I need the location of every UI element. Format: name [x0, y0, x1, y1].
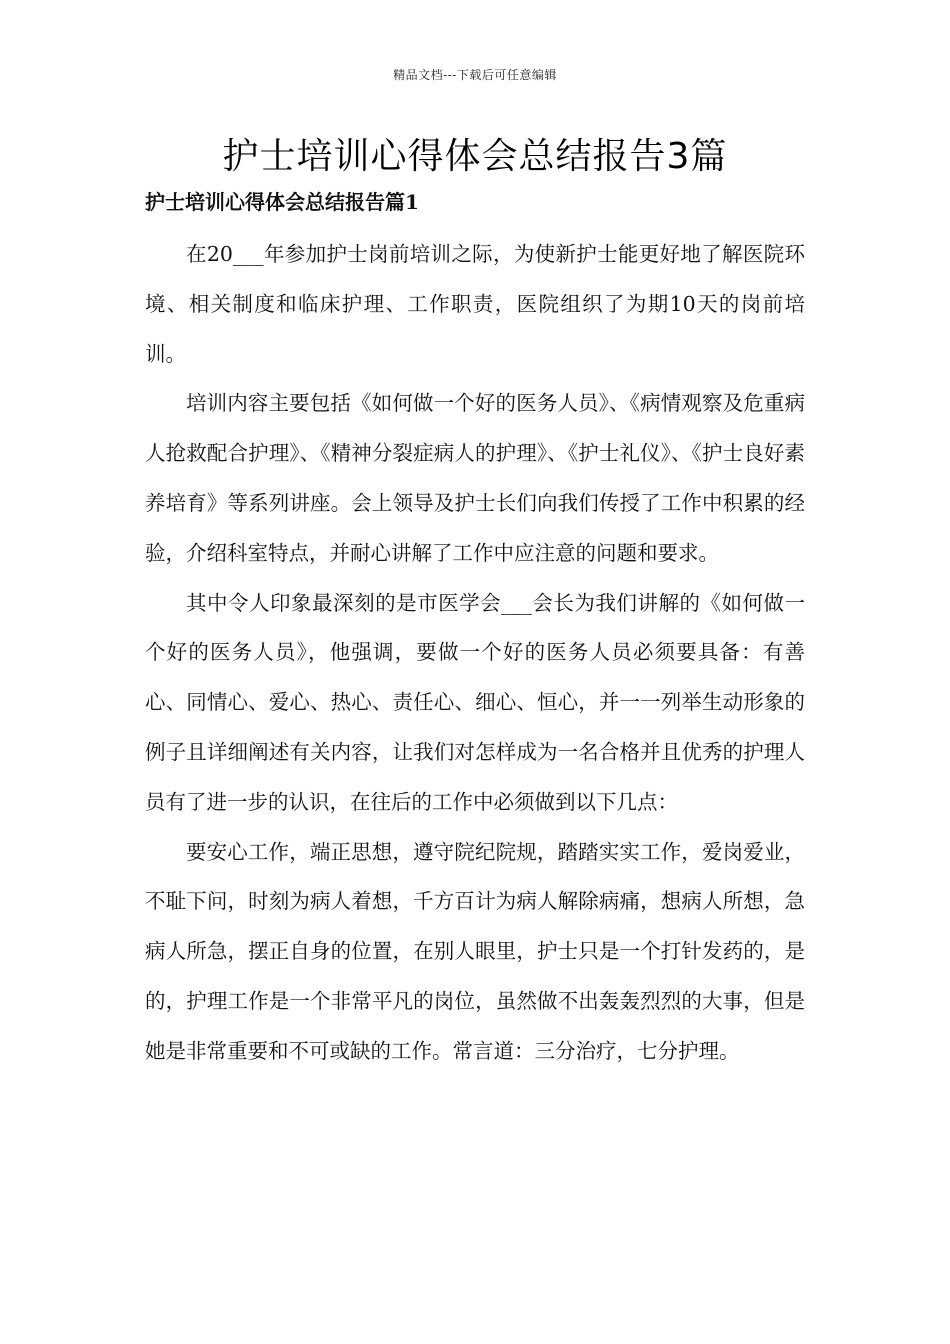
paragraph: 培训内容主要包括《如何做一个好的医务人员》、《病情观察及危重病人抢救配合护理》、《精神分裂症病人的护理》、《护士礼仪》、《护士良好素养培育》等系列讲座。会上领导及护士长们向我们传授了工作中积累的经验，介绍科室特点，并耐心讲解了工作中应注意的问题和要求。 — [145, 391, 805, 565]
paragraph: 在20___年参加护士岗前培训之际，为使新护士能更好地了解医院环境、相关制度和临床护理、工作职责，医院组织了为期10天的岗前培训。 — [145, 242, 805, 366]
paragraph: 要安心工作，端正思想，遵守院纪院规，踏踏实实工作，爱岗爱业，不耻下问，时刻为病人着想，千方百计为病人解除病痛，想病人所想，急病人所急，摆正自身的位置，在别人眼里，护士只是一个打针发药的，是的，护理工作是一个非常平凡的岗位，虽然做不出轰轰烈烈的大事，但是她是非常重要和不可或缺的工作。常言道：三分治疗，七分护理。 — [145, 839, 805, 1063]
paragraph: 其中令人印象最深刻的是市医学会___会长为我们讲解的《如何做一个好的医务人员》，他强调，要做一个好的医务人员必须要具备：有善心、同情心、爱心、热心、责任心、细心、恒心，并一一列举生动形象的例子且详细阐述有关内容，让我们对怎样成为一名合格并且优秀的护理人员有了进一步的认识，在往后的工作中必须做到以下几点： — [145, 590, 805, 814]
header-note: 精品文档---下载后可任意编辑 — [393, 68, 557, 82]
section-title: 护士培训心得体会总结报告篇1 — [145, 190, 419, 214]
body-text — [145, 230, 805, 1077]
document-title: 护士培训心得体会总结报告3篇 — [222, 136, 728, 177]
